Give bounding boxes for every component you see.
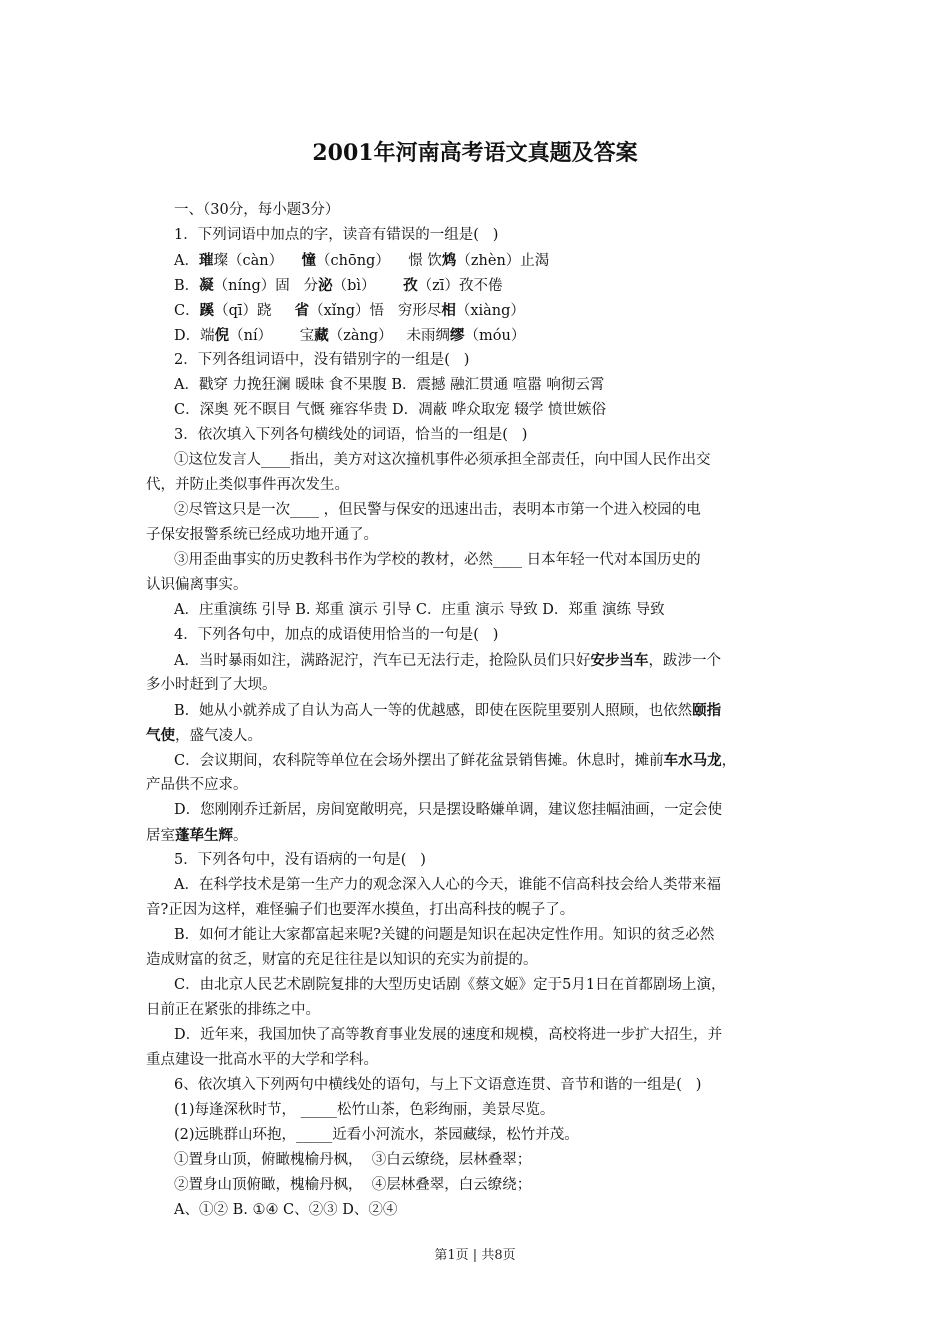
text-segment: 产品供不应求。 — [146, 777, 248, 793]
text-segment: B．她从小就养成了自认为高人一等的优越感，即使在医院里要别人照顾，也依然 — [174, 703, 693, 719]
text-segment: 2．下列各组词语中，没有错别字的一组是( ) — [174, 352, 470, 368]
text-segment: A． — [174, 253, 199, 269]
text-segment: 造成财富的贫乏，财富的充足往往是以知识的充实为前提的。 — [146, 952, 538, 968]
text-line — [146, 1023, 810, 1048]
text-line — [146, 973, 810, 998]
text-segment: C．会议期间，农科院等单位在会场外摆出了鲜花盆景销售摊。休息时，摊前 — [174, 753, 664, 769]
text-segment: （xǐng）悟 穷形尽 — [309, 303, 442, 319]
text-line — [146, 323, 810, 348]
text-line — [146, 598, 810, 623]
text-line — [146, 248, 810, 273]
emphasized-text: 泌 — [318, 277, 333, 294]
text-line — [146, 673, 810, 698]
text-segment: 居室 — [146, 828, 175, 844]
text-line — [146, 1148, 810, 1173]
text-segment: （móu） — [464, 328, 526, 344]
emphasized-text: 蹊 — [199, 302, 215, 319]
text-line — [146, 298, 810, 323]
emphasized-text: 憧 — [301, 252, 317, 269]
text-line — [146, 423, 810, 448]
text-segment: ①置身山顶，俯瞰槐榆丹枫， ③白云缭绕，层林叠翠； — [174, 1152, 532, 1168]
text-segment: 。 — [233, 828, 248, 844]
text-segment: （níng）固 分 — [213, 278, 319, 294]
text-segment: ，跋涉一个 — [648, 653, 721, 669]
emphasized-text: 气使 — [146, 727, 175, 744]
emphasized-text: 孜 — [403, 277, 418, 294]
emphasized-text: 车水马龙 — [663, 752, 722, 769]
emphasized-text: 倪 — [214, 327, 230, 344]
emphasized-text: 安步当车 — [590, 652, 649, 669]
text-line — [146, 573, 810, 598]
text-line — [146, 698, 810, 723]
text-segment: 璨（càn） — [213, 253, 302, 269]
text-line — [146, 748, 810, 773]
document-body — [146, 198, 810, 1223]
page-footer: 第1页 | 共8页 — [434, 1248, 516, 1263]
text-line — [146, 1173, 810, 1198]
text-segment: A．庄重演练 引导 B. 郑重 演示 引导 C．庄重 演示 导致 D．郑重 演练 导致 — [174, 602, 665, 618]
text-line — [146, 1123, 810, 1148]
text-segment: （zī）孜不倦 — [417, 278, 503, 294]
text-segment: C．深奥 死不瞑目 气慨 雍容华贵 D．凋蔽 哗众取宠 辍学 愤世嫉俗 — [174, 402, 606, 418]
text-segment: 4．下列各句中，加点的成语使用恰当的一句是( ) — [174, 627, 499, 643]
text-segment: 5．下列各句中，没有语病的一句是( ) — [174, 852, 426, 868]
text-segment: 代，并防止类似事件再次发生。 — [146, 477, 349, 493]
emphasized-text: 颐指 — [692, 702, 722, 719]
emphasized-text: 缪 — [450, 327, 465, 344]
text-line — [146, 523, 810, 548]
text-line — [146, 223, 810, 248]
text-segment: ①这位发言人____指出，美方对这次撞机事件必须承担全部责任，向中国人民作出交 — [174, 452, 711, 468]
text-segment: 认识偏离事实。 — [146, 577, 248, 593]
text-line — [146, 948, 810, 973]
text-line — [146, 273, 810, 298]
text-segment: ②尽管这只是一次____ ，但民警与保安的迅速出击，表明本市第一个进入校园的电 — [174, 502, 701, 518]
text-segment: ， — [721, 753, 737, 769]
text-line — [146, 873, 810, 898]
text-segment: 一、（30分，每小题3分） — [174, 202, 340, 218]
emphasized-text: 相 — [441, 302, 456, 319]
emphasized-text: 鸩 — [441, 252, 457, 269]
text-segment: 重点建设一批高水平的大学和学科。 — [146, 1052, 378, 1068]
text-segment: （ní） 宝 — [229, 328, 315, 344]
text-line — [146, 398, 810, 423]
text-line — [146, 448, 810, 473]
text-segment: (1)每逢深秋时节， _____松竹山茶，色彩绚丽，美景尽览。 — [174, 1102, 555, 1118]
text-segment: （qī）跷 — [214, 303, 295, 319]
text-segment: D．端 — [174, 328, 215, 344]
text-line — [146, 798, 810, 823]
text-line — [146, 1048, 810, 1073]
text-segment: B． — [174, 278, 200, 294]
text-segment: 3．依次填入下列各句横线处的词语，恰当的一组是( ) — [174, 427, 528, 443]
emphasized-text: 蓬荜生辉 — [175, 827, 233, 844]
text-line — [146, 998, 810, 1023]
text-line — [146, 1198, 810, 1223]
text-line — [146, 373, 810, 398]
text-segment: 6、依次填入下列两句中横线处的语句，与上下文语意连贯、音节和谐的一组是( ) — [174, 1077, 702, 1093]
text-line — [146, 473, 810, 498]
text-line — [146, 198, 810, 223]
text-segment: 日前正在紧张的排练之中。 — [146, 1002, 320, 1018]
text-segment: ，盛气凌人。 — [175, 728, 262, 744]
emphasized-text: 璀 — [198, 252, 214, 269]
text-line — [146, 348, 810, 373]
text-segment: （zhèn）止渴 — [456, 253, 550, 269]
emphasized-text: 凝 — [199, 277, 214, 294]
text-segment: C．由北京人民艺术剧院复排的大型历史话剧《蔡文姬》定于5月1日在首都剧场上演， — [174, 977, 726, 993]
text-segment: C． — [174, 303, 200, 319]
text-segment: D．近年来，我国加快了高等教育事业发展的速度和规模，高校将进一步扩大招生，并 — [174, 1027, 723, 1043]
emphasized-text: 省 — [294, 302, 310, 319]
text-line — [146, 823, 810, 848]
text-segment: (2)远眺群山环抱，_____近看小河流水，茶园藏绿，松竹并茂。 — [174, 1127, 579, 1143]
text-line — [146, 1098, 810, 1123]
text-segment: D．您刚刚乔迁新居，房间宽敞明亮，只是摆设略嫌单调，建议您挂幅油画，一定会使 — [174, 802, 723, 818]
text-line — [146, 623, 810, 648]
text-segment: ②置身山顶俯瞰，槐榆丹枫， ④层林叠翠，白云缭绕； — [174, 1177, 532, 1193]
text-line — [146, 723, 810, 748]
text-segment: （xiàng） — [455, 303, 525, 319]
emphasized-text: 藏 — [314, 327, 329, 344]
text-line — [146, 548, 810, 573]
text-segment: 多小时赶到了大坝。 — [146, 677, 277, 693]
text-segment: （zàng） 未雨绸 — [328, 328, 451, 344]
text-segment: A．戳穿 力挽狂澜 暖昧 食不果腹 B．震撼 融汇贯通 喧嚣 响彻云霄 — [174, 377, 605, 393]
text-line — [146, 1073, 810, 1098]
text-segment: A．当时暴雨如注，满路泥泞，汽车已无法行走，抢险队员们只好 — [174, 653, 591, 669]
page-title: 2001年河南高考语文真题及答案 — [312, 140, 638, 166]
text-line — [146, 923, 810, 948]
text-line — [146, 898, 810, 923]
text-segment: A、①② B. ①④ C、②③ D、②④ — [174, 1202, 398, 1218]
text-segment: 1．下列词语中加点的字，读音有错误的一组是( ) — [174, 227, 499, 243]
text-segment: B．如何才能让大家都富起来呢?关键的问题是知识在起决定性作用。知识的贫乏必然 — [174, 927, 715, 943]
text-segment: （chōng） 憬 饮 — [316, 253, 442, 269]
text-line — [146, 498, 810, 523]
text-segment: 音?正因为这样，难怪骗子们也要浑水摸鱼，打出高科技的幌子了。 — [146, 902, 575, 918]
text-segment: ③用歪曲事实的历史教科书作为学校的教材，必然____ 日本年轻一代对本国历史的 — [174, 552, 701, 568]
text-line — [146, 773, 810, 798]
text-segment: A．在科学技术是第一生产力的观念深入人心的今天，谁能不信高科技会给人类带来福 — [174, 877, 721, 893]
text-line — [146, 848, 810, 873]
text-segment: （bì） — [332, 278, 404, 294]
text-segment: 子保安报警系统已经成功地开通了。 — [146, 527, 378, 543]
text-line — [146, 648, 810, 673]
